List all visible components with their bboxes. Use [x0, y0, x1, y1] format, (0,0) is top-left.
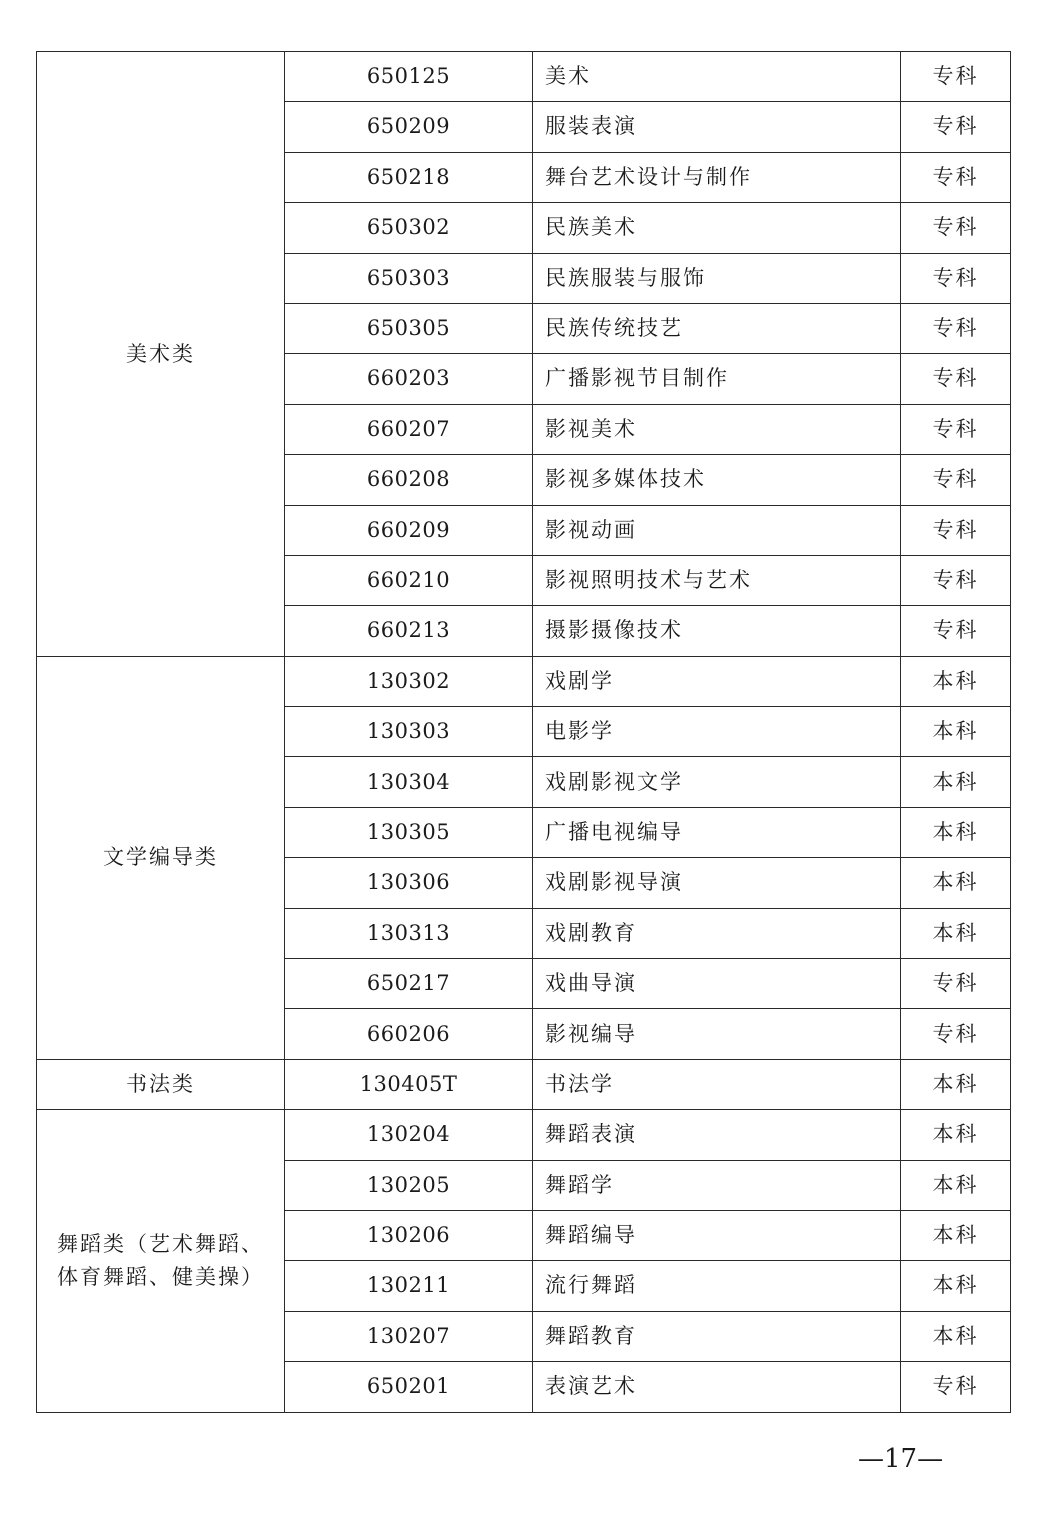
major-code: 650217	[285, 959, 533, 1009]
education-level: 专科	[901, 505, 1011, 555]
category-label: 文学编导类	[103, 845, 218, 870]
major-name: 舞蹈表演	[533, 1110, 901, 1160]
education-level: 专科	[901, 455, 1011, 505]
major-code: 130306	[285, 858, 533, 908]
major-code: 660208	[285, 455, 533, 505]
major-code: 130303	[285, 707, 533, 757]
major-name: 戏剧影视导演	[533, 858, 901, 908]
education-level: 本科	[901, 908, 1011, 958]
major-code: 650201	[285, 1362, 533, 1412]
major-code: 650305	[285, 303, 533, 353]
education-level: 专科	[901, 404, 1011, 454]
major-name: 舞台艺术设计与制作	[533, 152, 901, 202]
major-code: 130313	[285, 908, 533, 958]
major-name: 舞蹈编导	[533, 1210, 901, 1260]
major-code: 130207	[285, 1311, 533, 1361]
major-name: 戏剧学	[533, 656, 901, 706]
major-code: 130204	[285, 1110, 533, 1160]
education-level: 专科	[901, 959, 1011, 1009]
education-level: 专科	[901, 102, 1011, 152]
major-table	[36, 51, 1011, 1413]
education-level: 本科	[901, 757, 1011, 807]
education-level: 专科	[901, 354, 1011, 404]
major-code: 650209	[285, 102, 533, 152]
education-level: 专科	[901, 555, 1011, 605]
education-level: 专科	[901, 1009, 1011, 1059]
category-label: 书法类	[126, 1072, 195, 1097]
major-name: 流行舞蹈	[533, 1261, 901, 1311]
major-code: 660207	[285, 404, 533, 454]
major-name: 戏剧教育	[533, 908, 901, 958]
major-code: 660203	[285, 354, 533, 404]
table-row	[37, 52, 1011, 102]
major-name: 广播电视编导	[533, 807, 901, 857]
education-level: 专科	[901, 606, 1011, 656]
major-name: 影视动画	[533, 505, 901, 555]
category-cell	[37, 1110, 285, 1412]
category-cell	[37, 656, 285, 1059]
major-code: 660210	[285, 555, 533, 605]
major-code: 650218	[285, 152, 533, 202]
major-code: 660206	[285, 1009, 533, 1059]
major-name: 书法学	[533, 1059, 901, 1109]
education-level: 专科	[901, 1362, 1011, 1412]
major-name: 表演艺术	[533, 1362, 901, 1412]
major-name: 戏曲导演	[533, 959, 901, 1009]
major-name: 广播影视节目制作	[533, 354, 901, 404]
major-table-body	[37, 52, 1011, 1413]
major-code: 130305	[285, 807, 533, 857]
major-code: 660209	[285, 505, 533, 555]
major-name: 影视编导	[533, 1009, 901, 1059]
education-level: 本科	[901, 858, 1011, 908]
major-name: 舞蹈学	[533, 1160, 901, 1210]
major-code: 130302	[285, 656, 533, 706]
major-name: 民族传统技艺	[533, 303, 901, 353]
education-level: 专科	[901, 52, 1011, 102]
education-level: 专科	[901, 253, 1011, 303]
education-level: 专科	[901, 203, 1011, 253]
category-cell	[37, 1059, 285, 1109]
major-name: 服装表演	[533, 102, 901, 152]
major-name: 影视照明技术与艺术	[533, 555, 901, 605]
major-name: 影视美术	[533, 404, 901, 454]
education-level: 本科	[901, 1059, 1011, 1109]
major-name: 电影学	[533, 707, 901, 757]
major-code: 130206	[285, 1210, 533, 1260]
table-row	[37, 1059, 1011, 1109]
page-number: —17—	[858, 1444, 944, 1474]
education-level: 本科	[901, 707, 1011, 757]
education-level: 本科	[901, 656, 1011, 706]
major-code: 650303	[285, 253, 533, 303]
major-code: 650125	[285, 52, 533, 102]
education-level: 专科	[901, 152, 1011, 202]
education-level: 本科	[901, 1160, 1011, 1210]
education-level: 本科	[901, 1311, 1011, 1361]
category-label: 美术类	[126, 341, 195, 366]
major-code: 650302	[285, 203, 533, 253]
category-label-line: 舞蹈类（艺术舞蹈、	[57, 1232, 264, 1257]
education-level: 本科	[901, 1210, 1011, 1260]
major-code: 130211	[285, 1261, 533, 1311]
major-code: 130304	[285, 757, 533, 807]
major-name: 影视多媒体技术	[533, 455, 901, 505]
major-name: 民族服装与服饰	[533, 253, 901, 303]
category-cell	[37, 52, 285, 657]
major-code: 660213	[285, 606, 533, 656]
major-code: 130405T	[285, 1059, 533, 1109]
table-row	[37, 1110, 1011, 1160]
education-level: 专科	[901, 303, 1011, 353]
major-name: 戏剧影视文学	[533, 757, 901, 807]
major-name: 民族美术	[533, 203, 901, 253]
major-name: 摄影摄像技术	[533, 606, 901, 656]
major-name: 舞蹈教育	[533, 1311, 901, 1361]
education-level: 本科	[901, 807, 1011, 857]
table-row	[37, 656, 1011, 706]
major-code: 130205	[285, 1160, 533, 1210]
education-level: 本科	[901, 1110, 1011, 1160]
major-name: 美术	[533, 52, 901, 102]
category-label-line: 体育舞蹈、健美操）	[57, 1264, 264, 1289]
education-level: 本科	[901, 1261, 1011, 1311]
category-label	[57, 1228, 264, 1293]
